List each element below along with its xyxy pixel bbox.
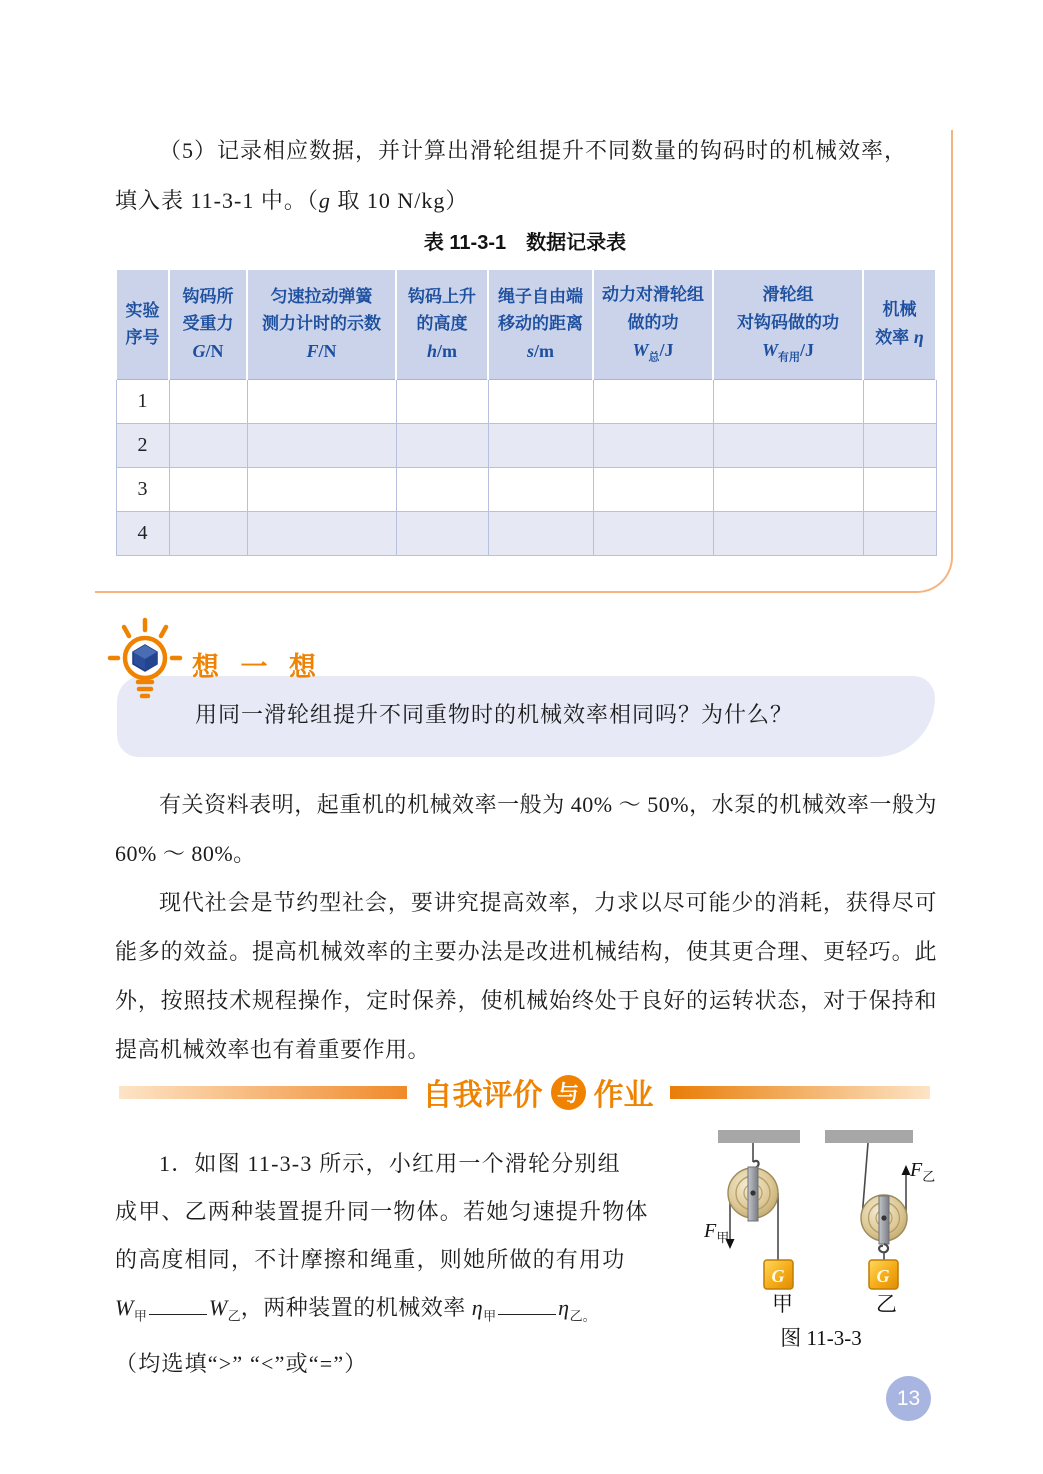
figure-11-3-3 (698, 1118, 945, 1358)
lightbulb-icon (102, 614, 188, 710)
ceiling-bar (825, 1130, 913, 1143)
svg-text:G: G (771, 1266, 785, 1286)
trial-number-cell: 4 (116, 511, 169, 555)
table-row (116, 511, 936, 555)
intro-line-1: （5）记录相应数据，并计算出滑轮组提升不同数量的钩码时的机械效率， (159, 138, 908, 163)
intro-line-2: 填入表 11-3-1 中。（g 取 10 N/kg） (115, 188, 469, 213)
col-header-useful-work: 滑轮组 对钩码做的功 $W_{有用}/J$ (713, 269, 863, 379)
svg-text:G: G (876, 1266, 890, 1286)
col-header-trial: 实验 序号 (116, 269, 169, 379)
col-header-height: 钩码上升 的高度 h/m (396, 269, 488, 379)
paragraph-efficiency-data: 有关资料表明，起重机的机械效率一般为 40% ～ 50%，水泵的机械效率一般为 60% ～ 80%。 (115, 792, 937, 866)
header-bar-left (119, 1086, 407, 1099)
hook (879, 1244, 888, 1252)
question-line: 的高度相同，不计摩擦和绳重，则她所做的有用功 (115, 1247, 626, 1272)
section-title-part2: 作业 (593, 1079, 654, 1112)
table-row (116, 423, 936, 467)
force-label-yi: $F_乙$ (910, 1159, 936, 1184)
question-line: 成甲、乙两种装置提升同一物体。若她匀速提升物体 (115, 1199, 649, 1224)
section-title (423, 1070, 654, 1114)
force-label-jia: $F_甲$ (704, 1220, 730, 1245)
table-header-row (116, 269, 936, 379)
figure-caption: 图 11-3-3 (780, 1326, 862, 1350)
ceiling-bar (718, 1130, 800, 1143)
trial-number-cell: 2 (116, 423, 169, 467)
col-header-rope-distance: 绳子自由端 移动的距离 s/m (488, 269, 593, 379)
pulley-setup-jia (703, 1130, 800, 1316)
question-line: （均选填“>” “<”或“=”） (115, 1351, 368, 1377)
question-1 (115, 1140, 683, 1388)
section-title-badge: 与 (551, 1075, 586, 1110)
label-yi: 乙 (876, 1292, 897, 1316)
intro-paragraph (115, 126, 943, 226)
label-jia: 甲 (772, 1292, 793, 1316)
question-line-formula: $W_甲$ $W_乙$，两种装置的机械效率 $\eta_甲$ $\eta_{乙。}$ (115, 1295, 596, 1324)
col-header-weight: 钩码所 受重力 G/N (169, 269, 247, 379)
question-line: 1．如图 11-3-3 所示，小红用一个滑轮分别组 (159, 1151, 621, 1176)
blank-line (498, 1300, 556, 1315)
section-header (112, 1072, 936, 1112)
table-title: 表 11-3-1 数据记录表 (423, 232, 627, 254)
header-bar-right (670, 1086, 930, 1099)
col-header-efficiency: 机械 效率 η (863, 269, 936, 379)
pulley-setup-yi (825, 1130, 935, 1316)
col-header-total-work: 动力对滑轮组 做的功 $W_总/J$ (593, 269, 713, 379)
col-header-force: 匀速拉动弹簧 测力计时的示数 F/N (247, 269, 396, 379)
trial-number-cell: 1 (116, 379, 169, 423)
table-row (116, 379, 936, 423)
section-title-part1: 自我评价 (422, 1079, 543, 1112)
table-row (116, 467, 936, 511)
page-number-badge: 13 (886, 1376, 931, 1421)
paragraph-improve-efficiency: 现代社会是节约型社会，要讲究提高效率，力求以尽可能少的消耗，获得尽可能多的效益。提高机械效率的主要办法是改进机械结构，使其更合理、更轻巧。此外，按照技术规程操作，定时保养，使机械始终处于良好的运转状态，对于保持和提高机械效率也有着重要作用。 (115, 890, 937, 1062)
data-record-table (115, 268, 937, 556)
trial-number-cell: 3 (116, 467, 169, 511)
think-question: 用同一滑轮组提升不同重物时的机械效率相同吗？为什么？ (195, 702, 794, 727)
body-paragraphs (115, 780, 937, 1074)
think-heading: 想 一 想 (192, 652, 324, 682)
blank-line (149, 1300, 207, 1315)
